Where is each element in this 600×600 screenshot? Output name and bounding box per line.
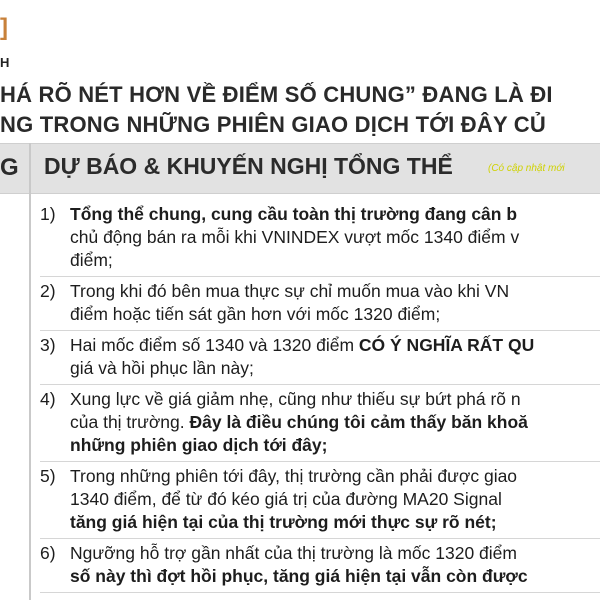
item-text-bold: Đây là điều chúng tôi cảm thấy băn khoă	[189, 412, 528, 432]
item-text-bold: những phiên giao dịch tới đây;	[70, 435, 328, 455]
item-text: điểm;	[70, 250, 113, 270]
list-item	[40, 200, 600, 277]
headline-line-1: HÁ RÕ NÉT HƠN VỀ ĐIỂM SỐ CHUNG” ĐANG LÀ ĐI	[0, 82, 553, 107]
item-number: 1)	[40, 204, 56, 224]
list-item	[40, 277, 600, 331]
item-text: Trong khi đó bên mua thực sự chỉ muốn mua vào khi VN	[70, 281, 510, 301]
list-item	[40, 539, 600, 593]
item-text: điểm hoặc tiến sát gần hơn với mốc 1320 điểm;	[70, 304, 441, 324]
left-column-header-letter: G	[0, 154, 19, 181]
item-text: Xung lực về giá giảm nhẹ, cũng như thiếu sự bứt phá rõ n	[70, 389, 521, 409]
logo-bracket: ]	[0, 14, 8, 41]
item-text-bold: CÓ Ý NGHĨA RẤT QU	[358, 335, 535, 355]
item-text: Ngưỡng hỗ trợ gần nhất của thị trường là mốc 1320 điểm	[70, 543, 517, 563]
section-title: DỰ BÁO & KHUYẾN NGHỊ TỔNG THỂ	[44, 153, 453, 179]
item-text: của thị trường.	[70, 412, 190, 432]
item-text: Trong những phiên tới đây, thị trường cần phải được giao	[70, 466, 518, 486]
item-number: 4)	[40, 389, 56, 409]
list-item	[40, 331, 600, 385]
headline-line-2: NG TRONG NHỮNG PHIÊN GIAO DỊCH TỚI ĐÂY CỦ	[0, 112, 546, 137]
item-text-bold: tăng giá hiện tại của thị trường mới thực sự rõ nét;	[70, 512, 497, 532]
item-text-bold: Tổng thể chung, cung cầu toàn thị trường đang cân b	[70, 204, 518, 224]
recommendation-list	[40, 200, 600, 593]
item-text: giá và hồi phục lần này;	[70, 358, 254, 378]
item-number: 6)	[40, 543, 56, 563]
item-number: 2)	[40, 281, 56, 301]
item-text-bold: số này thì đợt hồi phục, tăng giá hiện tại vẫn còn được	[70, 566, 528, 586]
item-text: Hai mốc điểm số 1340 và 1320 điểm	[70, 335, 359, 355]
update-note: (Có cập nhật mới	[488, 163, 565, 174]
headline	[0, 80, 553, 140]
list-item	[40, 462, 600, 539]
item-text: chủ động bán ra mỗi khi VNINDEX vượt mốc 1340 điểm v	[70, 227, 520, 247]
item-number: 3)	[40, 335, 56, 355]
header-fragment-letter: H	[0, 55, 10, 70]
list-item	[40, 385, 600, 462]
item-text: 1340 điểm, để từ đó kéo giá trị của đường MA20 Signal	[70, 489, 502, 509]
column-divider	[29, 143, 31, 600]
item-number: 5)	[40, 466, 56, 486]
